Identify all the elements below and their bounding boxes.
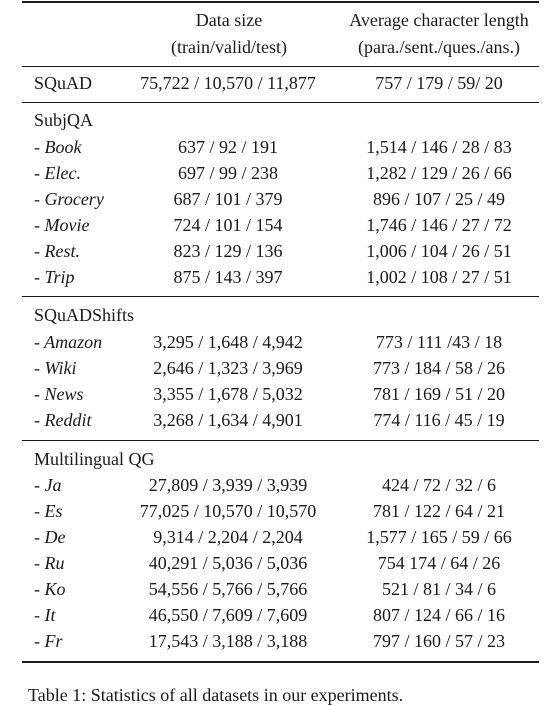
data-size-cell: 875 / 143 / 397 [173, 267, 283, 287]
data-size-cell: 9,314 / 2,204 / 2,204 [153, 527, 303, 547]
table-row-squad [0, 70, 550, 96]
table-row [0, 498, 550, 524]
table-row [0, 212, 550, 238]
header-avg-length: Average character length [349, 10, 529, 30]
avg-length-cell: 521 / 81 / 34 / 6 [381, 579, 496, 599]
top-rule [22, 1, 539, 3]
avg-length-cell: 896 / 107 / 25 / 49 [372, 189, 505, 209]
table-row [0, 329, 550, 355]
avg-length-cell: 774 / 116 / 45 / 19 [373, 410, 505, 430]
header-row-1 [0, 7, 550, 33]
dataset-name: - Elec. [34, 163, 81, 183]
dataset-name: - Movie [34, 215, 90, 235]
data-size-cell: 3,268 / 1,634 / 4,901 [153, 410, 303, 430]
table-row [0, 550, 550, 576]
group-title-row [0, 302, 550, 328]
dataset-name: - Fr [34, 631, 63, 651]
dataset-name: - De [34, 527, 66, 547]
table-row [0, 381, 550, 407]
data-size-cell: 2,646 / 1,323 / 3,969 [153, 358, 303, 378]
dataset-name: - Rest. [34, 241, 80, 261]
table-row [0, 186, 550, 212]
data-size-cell: 75,722 / 10,570 / 11,877 [140, 73, 316, 93]
dataset-name: - Ko [34, 579, 66, 599]
avg-length-cell: 807 / 124 / 66 / 16 [372, 605, 505, 625]
dataset-name: - Wiki [34, 358, 77, 378]
data-size-cell: 3,355 / 1,678 / 5,032 [153, 384, 303, 404]
data-size-cell: 687 / 101 / 379 [173, 189, 283, 209]
avg-length-cell: 797 / 160 / 57 / 23 [372, 631, 505, 651]
dataset-name: SQuAD [34, 73, 93, 93]
table-row [0, 628, 550, 654]
data-size-cell: 823 / 129 / 136 [173, 241, 283, 261]
data-size-cell: 27,809 / 3,939 / 3,939 [148, 475, 308, 495]
dataset-name: - News [34, 384, 84, 404]
avg-length-cell: 1,577 / 165 / 59 / 66 [366, 527, 512, 547]
table-row [0, 407, 550, 433]
table-row [0, 602, 550, 628]
table-row [0, 524, 550, 550]
dataset-name: - Ja [34, 475, 62, 495]
dataset-name: - Book [34, 137, 82, 157]
header-row-2 [0, 34, 550, 60]
avg-length-cell: 1,282 / 129 / 26 / 66 [366, 163, 512, 183]
avg-length-cell: 1,514 / 146 / 28 / 83 [366, 137, 512, 157]
avg-length-cell: 781 / 122 / 64 / 21 [372, 501, 505, 521]
table-row [0, 355, 550, 381]
group-title: SubjQA [34, 110, 94, 130]
group-title: Multilingual QG [34, 449, 155, 469]
header-data-size-detail: (train/valid/test) [171, 37, 287, 57]
avg-length-cell: 757 / 179 / 59/ 20 [375, 73, 503, 93]
section-rule [22, 440, 539, 441]
header-avg-length-detail: (para./sent./ques./ans.) [358, 37, 520, 57]
group-title-row [0, 107, 550, 133]
table-row [0, 576, 550, 602]
avg-length-cell: 1,002 / 108 / 27 / 51 [366, 267, 512, 287]
table-row [0, 238, 550, 264]
avg-length-cell: 1,006 / 104 / 26 / 51 [366, 241, 512, 261]
dataset-name: - It [34, 605, 56, 625]
dataset-name: - Es [34, 501, 63, 521]
data-size-cell: 40,291 / 5,036 / 5,036 [148, 553, 308, 573]
data-size-cell: 637 / 92 / 191 [177, 137, 278, 157]
dataset-name: - Trip [34, 267, 75, 287]
table-row [0, 472, 550, 498]
avg-length-cell: 781 / 169 / 51 / 20 [372, 384, 505, 404]
avg-length-cell: 424 / 72 / 32 / 6 [381, 475, 496, 495]
data-size-cell: 17,543 / 3,188 / 3,188 [148, 631, 308, 651]
data-size-cell: 724 / 101 / 154 [173, 215, 283, 235]
avg-length-cell: 1,746 / 146 / 27 / 72 [366, 215, 512, 235]
data-size-cell: 3,295 / 1,648 / 4,942 [153, 332, 303, 352]
section-rule [22, 296, 539, 297]
table-row [0, 134, 550, 160]
dataset-name: - Reddit [34, 410, 92, 430]
table-row [0, 160, 550, 186]
header-rule [22, 66, 539, 67]
table-row [0, 264, 550, 290]
avg-length-cell: 773 / 111 /43 / 18 [375, 332, 503, 352]
dataset-name: - Amazon [34, 332, 103, 352]
dataset-name: - Grocery [34, 189, 104, 209]
header-data-size: Data size [195, 10, 263, 30]
avg-length-cell: 773 / 184 / 58 / 26 [372, 358, 505, 378]
data-size-cell: 46,550 / 7,609 / 7,609 [148, 605, 308, 625]
table-caption: Table 1: Statistics of all datasets in our experiments. [28, 685, 404, 705]
group-title-row [0, 446, 550, 472]
data-size-cell: 54,556 / 5,766 / 5,766 [148, 579, 308, 599]
data-size-cell: 697 / 99 / 238 [177, 163, 278, 183]
avg-length-cell: 754 174 / 64 / 26 [377, 553, 501, 573]
bottom-rule [22, 661, 539, 663]
dataset-name: - Ru [34, 553, 65, 573]
section-rule [22, 102, 539, 103]
data-size-cell: 77,025 / 10,570 / 10,570 [139, 501, 317, 521]
group-title: SQuADShifts [34, 305, 135, 325]
